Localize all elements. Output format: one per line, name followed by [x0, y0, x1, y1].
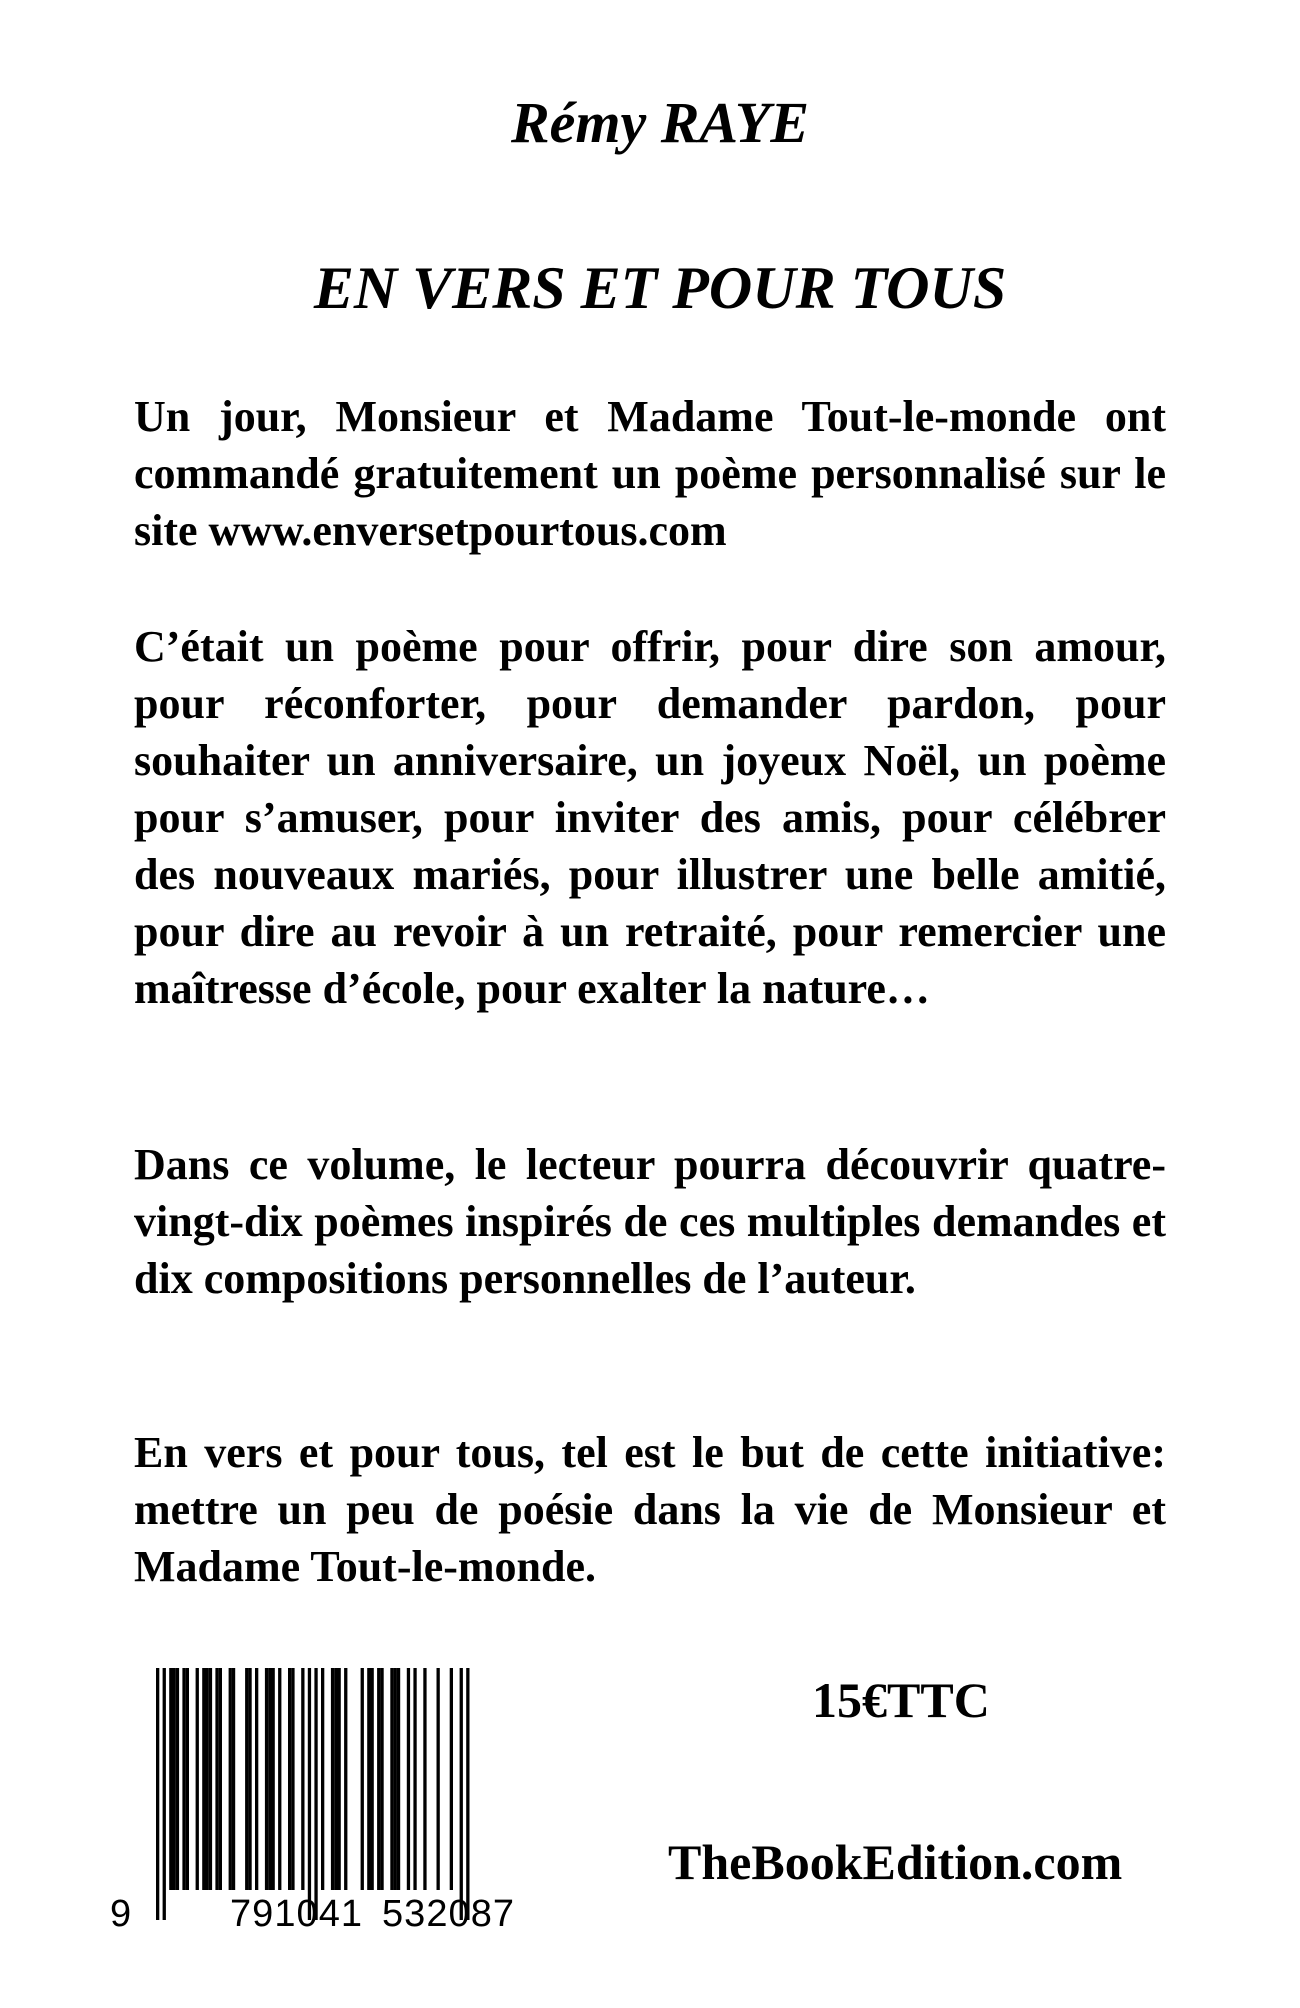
- barcode-bar: [390, 1668, 393, 1890]
- barcode-bar: [321, 1668, 324, 1890]
- blurb-paragraph-3: Dans ce volume, le lecteur pourra découvrir quatre-vingt-dix poèmes inspirés de ces multiples demandes et dix compositions personnelles de l’auteur.: [134, 1140, 1166, 1303]
- barcode-bar: [169, 1668, 172, 1890]
- barcode-bar: [338, 1668, 341, 1890]
- price-label: 15€TTC: [812, 1672, 990, 1728]
- isbn-barcode: [110, 1668, 542, 1934]
- barcode-bar: [437, 1668, 440, 1890]
- barcode-bar: [314, 1668, 317, 1920]
- barcode-bar: [176, 1668, 179, 1890]
- barcode-bar: [344, 1668, 347, 1890]
- barcode-bar: [367, 1668, 370, 1890]
- barcode-bar: [413, 1668, 416, 1890]
- barcode-bar: [206, 1668, 209, 1890]
- barcode-bar: [202, 1668, 205, 1890]
- barcode-bar: [265, 1668, 268, 1890]
- barcode-bar: [278, 1668, 281, 1890]
- barcode-bar: [245, 1668, 248, 1890]
- barcode-bar: [450, 1668, 453, 1890]
- barcode-bar: [232, 1668, 235, 1890]
- barcode-bar: [308, 1668, 311, 1920]
- barcode-bar: [291, 1668, 294, 1890]
- barcode-bar: [371, 1668, 374, 1890]
- barcode-digit-lead: 9: [110, 1893, 132, 1934]
- barcode-bar: [377, 1668, 380, 1890]
- barcode-bar: [361, 1668, 364, 1890]
- blurb-paragraph-2: C’était un poème pour offrir, pour dire son amour, pour réconforter, pour demander pardon, pour souhaiter un anniversaire, un joyeux Noël, un poème pour s’amuser, pour inviter des amis, pour célébrer des nouveaux mariés, pour illustrer une belle amitié, pour dire au revoir à un retraité, pour remercier une maîtresse d’école, pour exalter la nature…: [134, 622, 1166, 1013]
- barcode-bar: [229, 1668, 232, 1890]
- barcode-bar: [219, 1668, 222, 1890]
- barcode-bar: [331, 1668, 334, 1890]
- blurb-paragraph-1: Un jour, Monsieur et Madame Tout-le-monde ont commandé gratuitement un poème personnalisé sur le site www.enversetpourtous.com: [134, 392, 1166, 555]
- barcode-bar: [460, 1668, 463, 1920]
- barcode-bar: [255, 1668, 258, 1890]
- barcode-bar: [407, 1668, 410, 1890]
- barcode-bar: [215, 1668, 218, 1890]
- publisher-name: TheBookEdition.com: [668, 1834, 1123, 1890]
- blurb-paragraph-4: En vers et pour tous, tel est le but de cette initiative: mettre un peu de poésie dans la vie de Monsieur et Madame Tout-le-monde.: [134, 1428, 1166, 1591]
- barcode-bar: [156, 1668, 159, 1920]
- barcode-bar: [423, 1668, 426, 1890]
- barcode-bar: [182, 1668, 185, 1890]
- barcode-bar: [272, 1668, 275, 1890]
- barcode-digits-right: 532087: [382, 1893, 514, 1934]
- barcode-bar: [394, 1668, 397, 1890]
- barcode-bar: [380, 1668, 383, 1890]
- barcode-bar: [288, 1668, 291, 1890]
- barcode-bar: [268, 1668, 271, 1890]
- barcode-bar: [196, 1668, 199, 1890]
- barcode-digits-left: 791041: [230, 1893, 362, 1934]
- book-title: EN VERS ET POUR TOUS: [313, 255, 1007, 321]
- barcode-bar: [163, 1668, 166, 1920]
- barcode-bar: [173, 1668, 176, 1890]
- barcode-bar: [186, 1668, 189, 1890]
- barcode-bar: [209, 1668, 212, 1890]
- barcode-bar: [397, 1668, 400, 1890]
- barcode-bar: [248, 1668, 251, 1890]
- barcode-bar: [466, 1668, 469, 1920]
- barcode-bar: [334, 1668, 337, 1890]
- author-name: Rémy RAYE: [510, 90, 810, 155]
- barcode-bar: [301, 1668, 304, 1890]
